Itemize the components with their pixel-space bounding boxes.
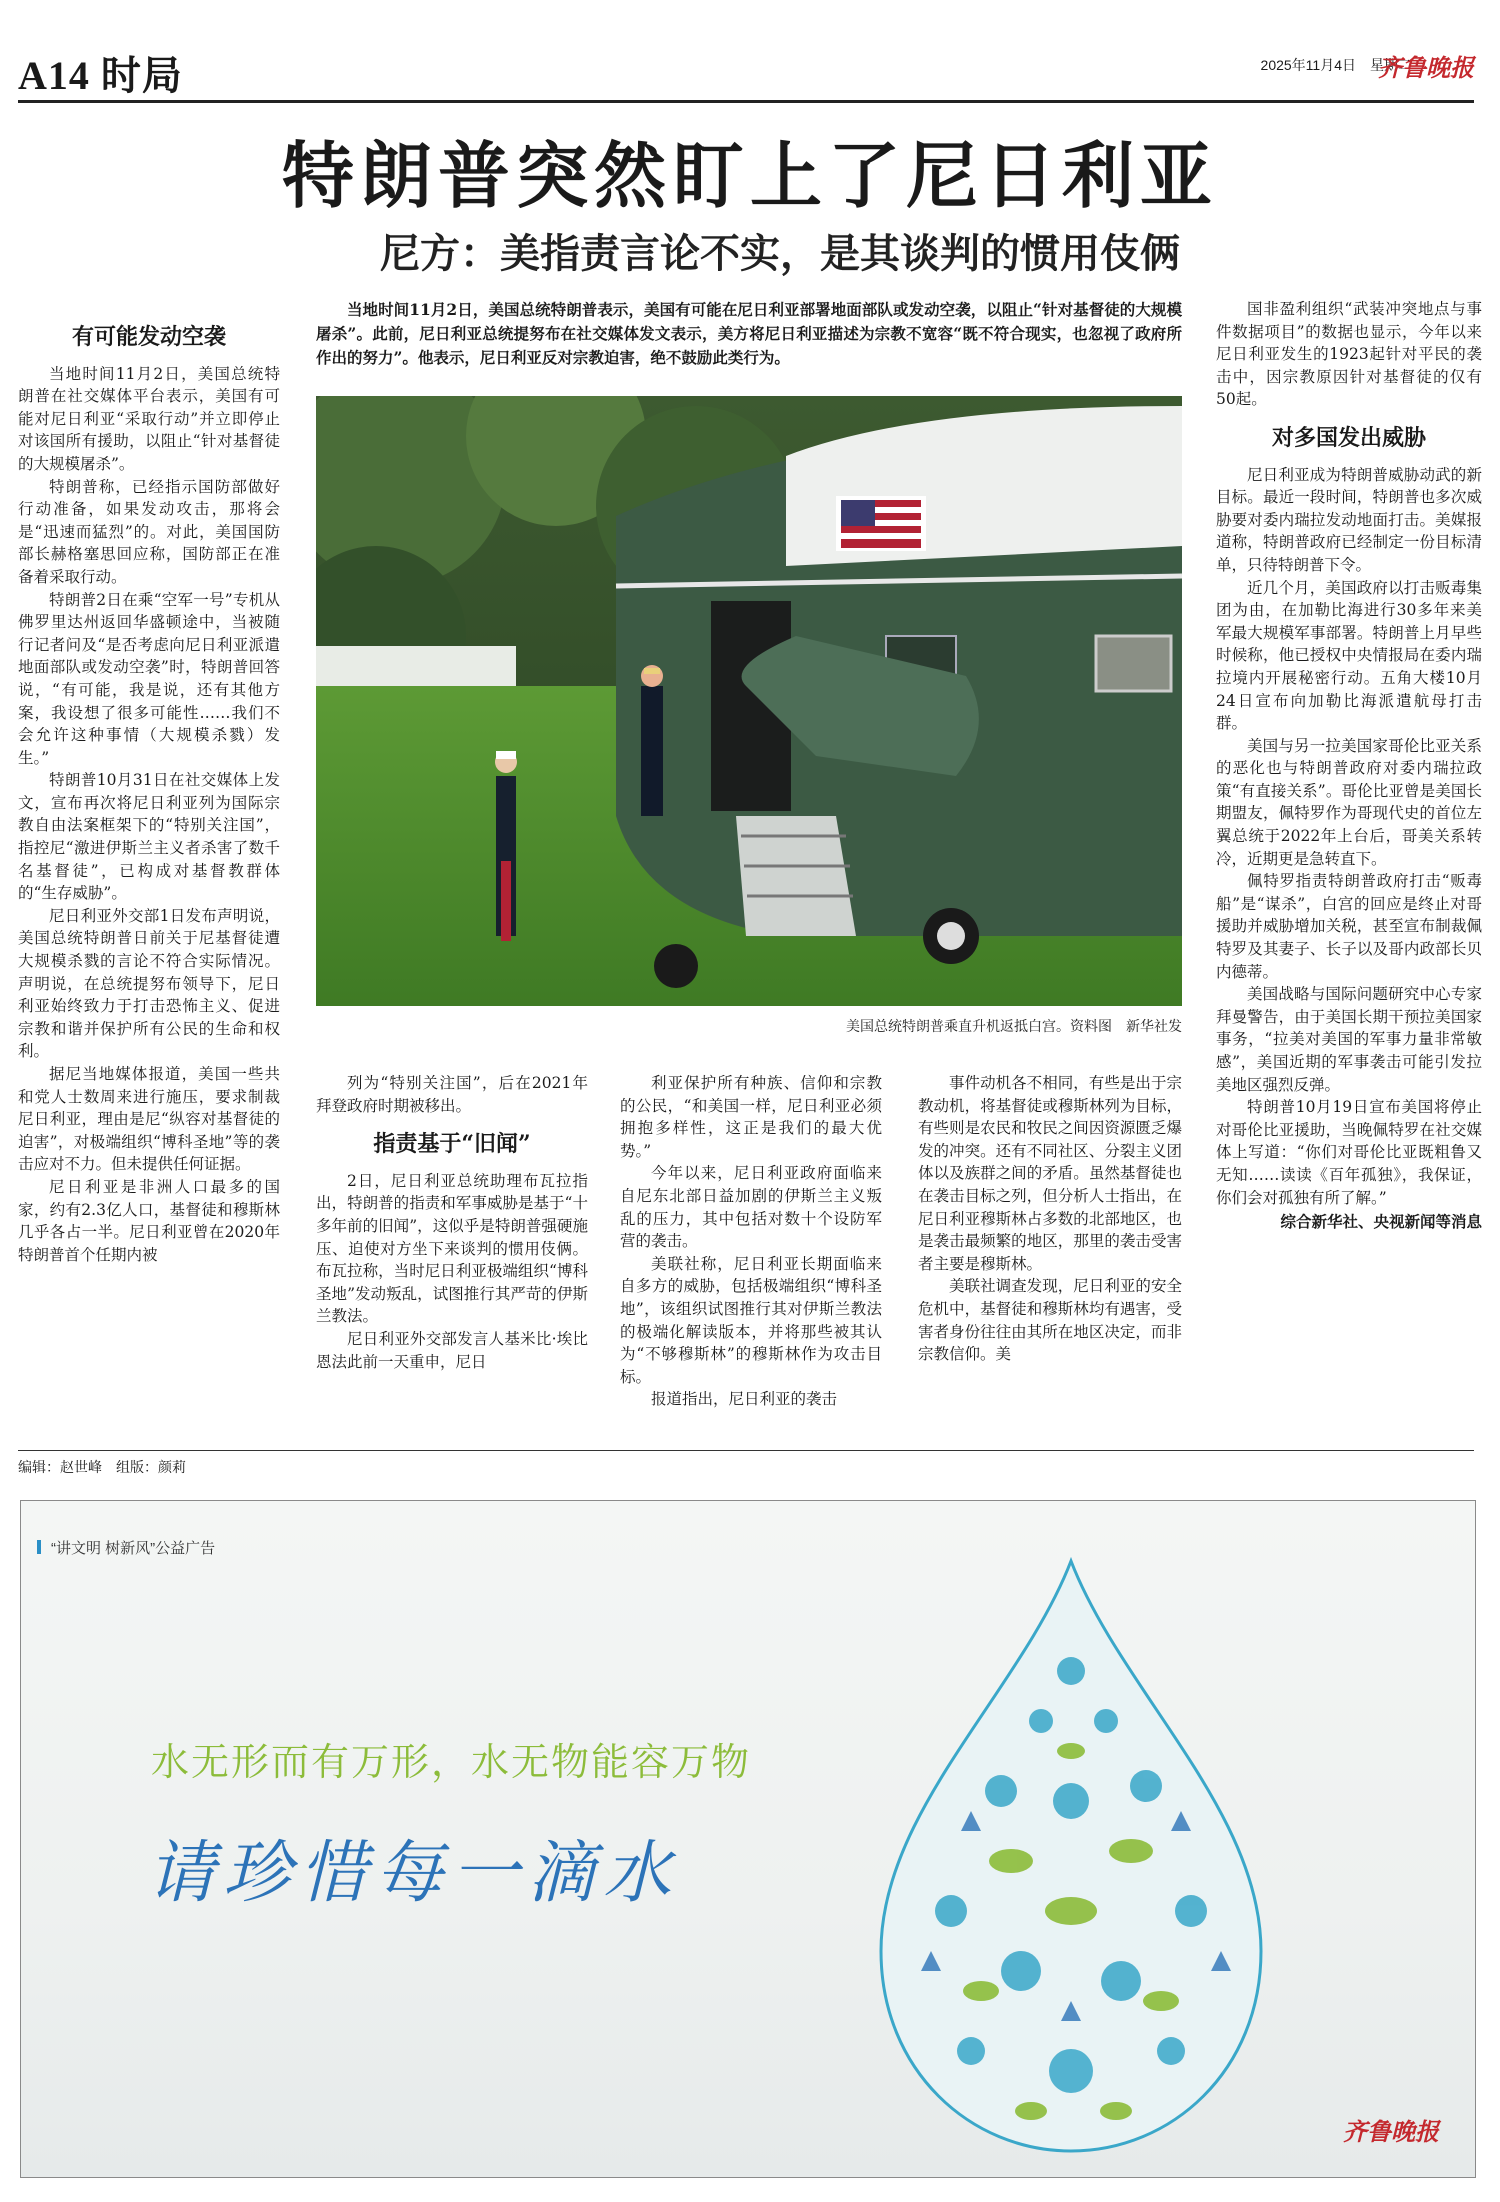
paragraph: 2日，尼日利亚总统助理布瓦拉指出，特朗普的指责和军事威胁是基于“十多年前的旧闻”，这似乎是特朗普强硬施压、迫使对方坐下来谈判的惯用伎俩。布瓦拉称，当时尼日利亚极端组织“博科圣地”发动叛乱，试图推行其严苛的伊斯兰教法。	[316, 1171, 588, 1326]
ad-newspaper-logo: 齐鲁晚报	[1343, 2117, 1439, 2146]
bottom-column-1-continued	[316, 1072, 588, 1117]
news-photo	[316, 396, 1182, 1006]
page-code: A14 时局	[18, 53, 183, 98]
paragraph: 尼日利亚成为特朗普威胁动武的新目标。最近一段时间，特朗普也多次威胁要对委内瑞拉发动地面打击。美媒报道称，特朗普政府已经制定一份目标清单，只待特朗普下令。	[1216, 465, 1482, 574]
lead-paragraph: 当地时间11月2日，美国总统特朗普表示，美国有可能在尼日利亚部署地面部队或发动空袭，以阻止“针对基督徒的大规模屠杀”。此前，尼日利亚总统提努布在社交媒体发文表示，美方将尼日利亚描述为宗教不宽容“既不符合现实，也忽视了政府所作出的努力”。他表示，尼日利亚反对宗教迫害，绝不鼓励此类行为。	[316, 300, 1182, 367]
paragraph: 事件动机各不相同，有些是出于宗教动机，将基督徒或穆斯林列为目标，有些则是农民和牧民之间因资源匮乏爆发的冲突。还有不同社区、分裂主义团体以及族群之间的矛盾。虽然基督徒也在袭击目标之列，但分析人士指出，在尼日利亚穆斯林占多数的北部地区，也是袭击最频繁的地区，那里的袭击受害者主要是穆斯林。	[918, 1074, 1182, 1273]
headline: 特朗普突然盯上了尼日利亚	[281, 133, 1218, 218]
paragraph: 特朗普10月19日宣布美国将停止对哥伦比亚援助，当晚佩特罗在社交媒体上写道：“你们对哥伦比亚既粗鲁又无知……读读《百年孤独》，我保证，你们会对孤独有所了解。”	[1216, 1098, 1482, 1207]
paragraph: 美联社调查发现，尼日利亚的安全危机中，基督徒和穆斯林均有遇害，受害者身份往往由其所在地区决定，而非宗教信仰。美	[918, 1277, 1182, 1364]
section-title-old-news: 指责基于“旧闻”	[373, 1131, 531, 1158]
bottom-column-1-body	[316, 1170, 588, 1373]
paragraph: 列为“特别关注国”，后在2021年拜登政府时期被移出。	[316, 1074, 588, 1115]
right-column-continued	[1216, 298, 1482, 411]
paragraph: 特朗普2日在乘“空军一号”专机从佛罗里达州返回华盛顿途中，当被随行记者问及“是否考虑向尼日利亚派遣地面部队或发动空袭”时，特朗普回答说，“有可能，我是说，还有其他方案，我设想了很多可能性……我们不会允许这种事情（大规模杀戮）发生。”	[18, 590, 280, 767]
masthead	[18, 40, 1474, 100]
paragraph: 据尼当地媒体报道，美国一些共和党人士数周来进行施压，要求制裁尼日利亚，理由是尼“纵容对基督徒的迫害”，对极端组织“博科圣地”等的袭击应对不力。但未提供任何证据。	[18, 1065, 280, 1174]
paragraph: 近几个月，美国政府以打击贩毒集团为由，在加勒比海进行30多年来美军最大规模军事部署。特朗普上月早些时候称，他已授权中央情报局在委内瑞拉境内开展秘密行动。五角大楼10月24日宣布向加勒比海派遣航母打击群。	[1216, 578, 1482, 733]
helicopter-photo-illustration	[316, 396, 1182, 1006]
paragraph: 当地时间11月2日，美国总统特朗普在社交媒体平台表示，美国有可能对尼日利亚“采取行动”并立即停止对该国所有援助，以阻止“针对基督徒的大规模屠杀”。	[18, 364, 280, 473]
paragraph: 尼日利亚是非洲人口最多的国家，约有2.3亿人口，基督徒和穆斯林几乎各占一半。尼日利亚曾在2020年特朗普首个任期内被	[18, 1177, 280, 1264]
source-signoff: 综合新华社、央视新闻等消息	[1280, 1212, 1482, 1232]
bottom-column-3-body	[918, 1072, 1182, 1366]
paragraph: 国非盈利组织“武装冲突地点与事件数据项目”的数据也显示，今年以来尼日利亚发生的1923起针对平民的袭击中，因宗教原因针对基督徒的仅有50起。	[1216, 300, 1482, 409]
ad-slogan: 水无形而有万形，水无物能容万物	[151, 1740, 752, 1784]
photo-caption: 美国总统特朗普乘直升机返抵白宫。资料图 新华社发	[846, 1018, 1182, 1034]
bottom-column-3	[918, 1072, 1182, 1366]
dateline: 2025年11月4日 星期二	[1260, 57, 1412, 73]
public-service-ad	[20, 1500, 1476, 2178]
ad-headline: 请珍惜每一滴水	[147, 1834, 680, 1913]
bottom-column-2	[620, 1072, 882, 1411]
paragraph: 美联社称，尼日利亚长期面临来自多方的威胁，包括极端组织“博科圣地”，该组织试图推行其对伊斯兰教法的极端化解读版本，并将那些被其认为“不够穆斯林”的穆斯林作为攻击目标。	[620, 1254, 882, 1386]
bottom-column-2-body	[620, 1072, 882, 1411]
subheadline: 尼方：美指责言论不实，是其谈判的惯用伎俩	[380, 231, 1180, 277]
paragraph: 特朗普10月31日在社交媒体上发文，宣布再次将尼日利亚列为国际宗教自由法案框架下的“特别关注国”，指控尼“激进伊斯兰主义者杀害了数千名基督徒”，已构成对基督教群体的“生存威胁”。	[18, 771, 280, 903]
ad-tag: “讲文明 树新风”公益广告	[51, 1537, 215, 1558]
masthead-rule	[18, 100, 1474, 103]
paragraph: 特朗普称，已经指示国防部做好行动准备，如果发动攻击，那将会是“迅速而猛烈”的。对此，美国国防部长赫格塞思回应称，国防部正在准备着采取行动。	[18, 477, 280, 586]
paragraph: 美国战略与国际问题研究中心专家拜曼警告，由于美国长期干预拉美国家事务，“拉美对美国的军事力量非常敏感”，美国近期的军事袭击可能引发拉美地区强烈反弹。	[1216, 985, 1482, 1094]
paragraph: 尼日利亚外交部1日发布声明说，美国总统特朗普日前关于尼基督徒遭大规模杀戮的言论不符合实际情况。声明说，在总统提努布领导下，尼日利亚始终致力于打击恐怖主义、促进宗教和谐并保护所有公民的生命和权利。	[18, 906, 280, 1061]
paragraph: 佩特罗指责特朗普政府打击“贩毒船”是“谋杀”，白宫的回应是终止对哥援助并威胁增加关税，甚至宣布制裁佩特罗及其妻子、长子以及哥内政部长贝内德蒂。	[1216, 872, 1482, 981]
section-title-airstrike: 有可能发动空袭	[71, 324, 226, 350]
paragraph: 报道指出，尼日利亚的袭击	[651, 1390, 838, 1409]
bottom-column-1	[316, 1072, 588, 1373]
left-column	[18, 322, 280, 1266]
paragraph: 美国与另一拉美国家哥伦比亚关系的恶化也与特朗普政府对委内瑞拉政策“有直接关系”。哥伦比亚曾是美国长期盟友，佩特罗作为哥现代史的首位左翼总统于2022年上台后，哥美关系转冷，近期更是急转直下。	[1216, 736, 1482, 868]
section-title-threats: 对多国发出威胁	[1271, 424, 1426, 451]
left-column-body	[18, 363, 280, 1267]
paragraph: 尼日利亚外交部发言人基米比·埃比恩法此前一天重申，尼日	[316, 1329, 588, 1371]
editor-credits: 编辑：赵世峰 组版：颜莉	[18, 1450, 1474, 1477]
right-column	[1216, 298, 1482, 1234]
newspaper-logo: 齐鲁晚报	[1378, 53, 1474, 82]
paragraph: 利亚保护所有种族、信仰和宗教的公民，“和美国一样，尼日利亚必须拥抱多样性，这正是我们的最大优势。”	[620, 1074, 882, 1160]
right-column-body	[1216, 464, 1482, 1210]
water-drop-icon	[861, 1551, 1281, 2161]
paragraph: 今年以来，尼日利亚政府面临来自尼东北部日益加剧的伊斯兰主义叛乱的压力，其中包括对数十个设防军营的袭击。	[620, 1164, 882, 1251]
